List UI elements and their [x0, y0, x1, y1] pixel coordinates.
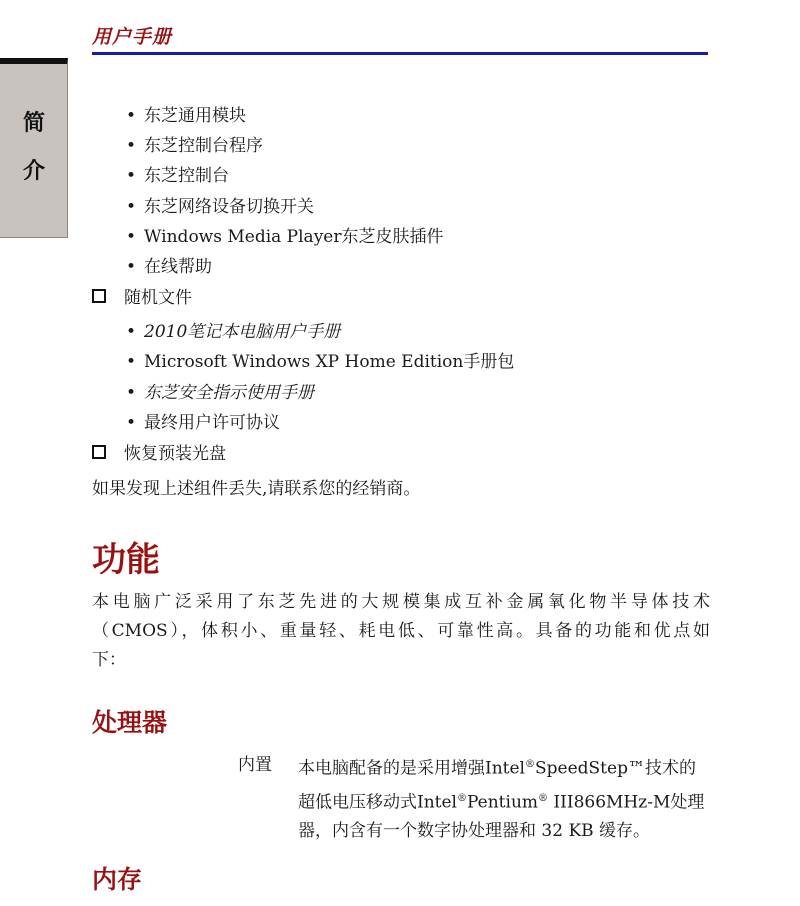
processor-label: 内置 — [238, 755, 272, 775]
bullet-dot: • — [126, 352, 137, 372]
processor-heading: 处理器 — [92, 708, 168, 737]
bullet-dot: • — [126, 413, 137, 433]
features-intro — [92, 588, 710, 675]
list-item: • 东芝控制台 — [126, 166, 229, 186]
bullet-dot: • — [126, 106, 137, 126]
list-item: • 东芝通用模块 — [126, 106, 246, 126]
list-item: • 东芝控制台程序 — [126, 136, 263, 156]
processor-line-2: 超低电压移动式Intel®Pentium® III866MHz-M处理 — [298, 792, 705, 813]
side-tab-char-1: 简 — [22, 111, 45, 136]
missing-note: 如果发现上述组件丢失,请联系您的经销商。 — [92, 479, 421, 499]
bullet-dot: • — [126, 383, 137, 403]
intro-line: （CMOS），体积小、重量轻、耗电低、可靠性高。具备的功能和优点如 — [92, 621, 710, 641]
list-item: • 东芝安全指示使用手册 — [126, 383, 314, 403]
checklist-item-recovery: 恢复预装光盘 — [92, 444, 226, 464]
processor-description — [298, 750, 710, 846]
list-item: • 在线帮助 — [126, 257, 212, 277]
bullet-dot: • — [126, 227, 137, 247]
page-header-title: 用户手册 — [92, 26, 173, 48]
processor-line-3: 器，内含有一个数字协处理器和 32 KB 缓存。 — [298, 821, 651, 842]
list-item: • 东芝网络设备切换开关 — [126, 197, 314, 217]
bullet-dot: • — [126, 197, 137, 217]
intro-line: 下： — [92, 650, 126, 670]
bullet-dot: • — [126, 322, 137, 342]
intro-line: 本电脑广泛采用了东芝先进的大规模集成互补金属氧化物半导体技术 — [92, 592, 710, 612]
square-bullet-icon — [92, 445, 106, 459]
features-heading: 功能 — [92, 540, 160, 580]
header-rule — [92, 52, 708, 55]
side-tab-char-2: 介 — [22, 159, 45, 184]
processor-line-1: 本电脑配备的是采用增强Intel®SpeedStep™技术的 — [298, 758, 696, 779]
bullet-dot: • — [126, 166, 137, 186]
bullet-dot: • — [126, 136, 137, 156]
chapter-side-tab[interactable] — [0, 58, 68, 238]
bullet-dot: • — [126, 257, 137, 277]
checklist-item-docs: 随机文件 — [92, 288, 192, 308]
list-item: • 最终用户许可协议 — [126, 413, 280, 433]
list-item: • Microsoft Windows XP Home Edition手册包 — [126, 352, 515, 372]
list-item: • Windows Media Player东芝皮肤插件 — [126, 227, 444, 247]
list-item: • 2010笔记本电脑用户手册 — [126, 322, 341, 342]
memory-heading: 内存 — [92, 865, 143, 894]
square-bullet-icon — [92, 289, 106, 303]
